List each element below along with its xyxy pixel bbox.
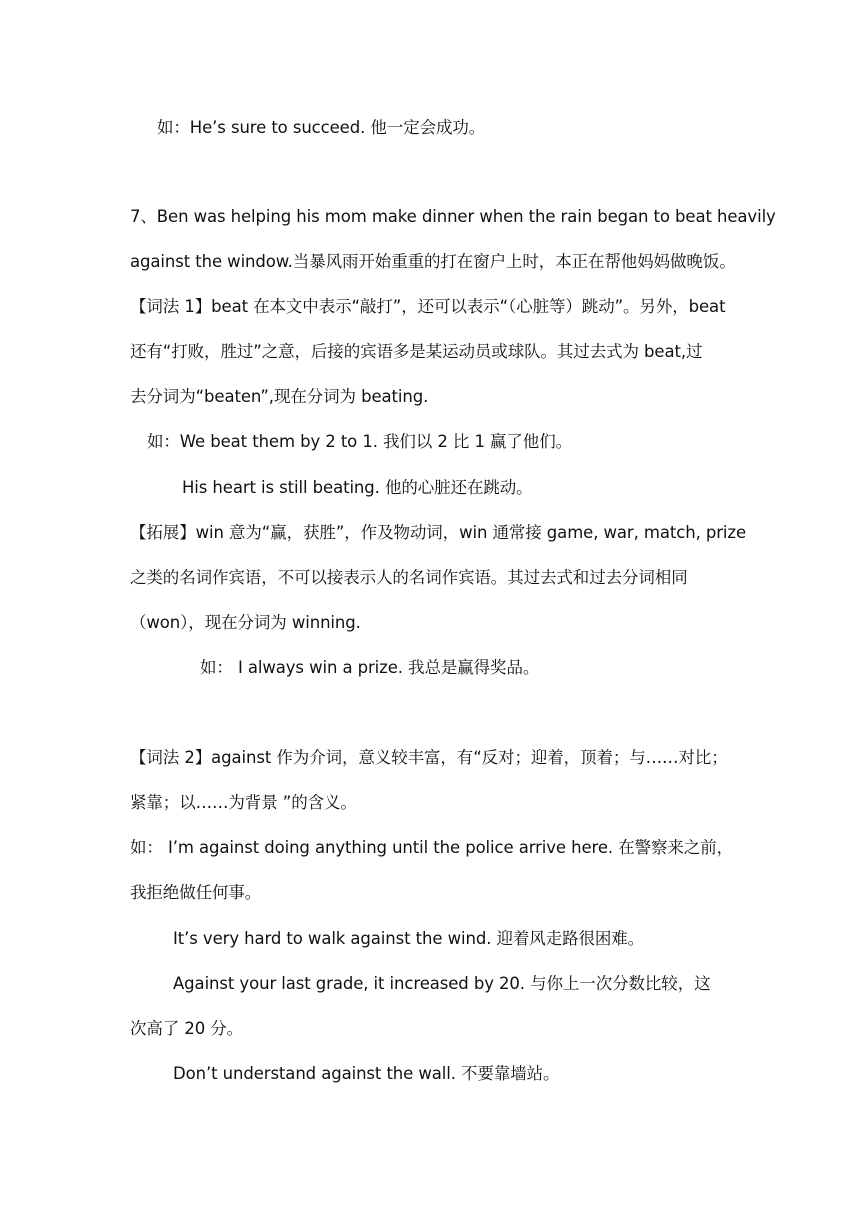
example-line: 如：We beat them by 2 to 1. 我们以 2 比 1 赢了他们。 <box>147 432 572 451</box>
sentence-7-line-1: 7、Ben was helping his mom make dinner when the rain began to beat heavily <box>130 207 776 226</box>
vocab-2-line-2: 紧靠；以……为背景 ”的含义。 <box>130 793 357 812</box>
sentence-7-line-2: against the window.当暴风雨开始重重的打在窗户上时，本正在帮他妈妈做晚饭。 <box>130 252 736 271</box>
vocab-2-line-1: 【词法 2】against 作为介词，意义较丰富，有“反对；迎着，顶着；与……对比； <box>130 748 728 767</box>
vocab-1-line-2: 还有“打败，胜过”之意，后接的宾语多是某运动员或球队。其过去式为 beat,过 <box>130 342 703 361</box>
extension-line-2: 之类的名词作宾语，不可以接表示人的名词作宾语。其过去式和过去分词相同 <box>130 568 688 587</box>
example-line: 如： I’m against doing anything until the police arrive here. 在警察来之前， <box>130 838 734 857</box>
example-line: Against your last grade, it increased by 20. 与你上一次分数比较，这 <box>173 974 711 993</box>
example-line: 如：He’s sure to succeed. 他一定会成功。 <box>157 118 486 137</box>
example-line: Don’t understand against the wall. 不要靠墙站。 <box>173 1064 560 1083</box>
extension-line-3: （won），现在分词为 winning. <box>130 613 361 632</box>
vocab-1-line-1: 【词法 1】beat 在本文中表示“敲打”，还可以表示“（心脏等）跳动”。另外，beat <box>130 297 726 316</box>
example-line: 我拒绝做任何事。 <box>130 883 262 902</box>
extension-line-1: 【拓展】win 意为“赢，获胜”，作及物动词，win 通常接 game, war, match, prize <box>130 523 747 542</box>
example-line: His heart is still beating. 他的心脏还在跳动。 <box>182 478 533 497</box>
example-line: 如： I always win a prize. 我总是赢得奖品。 <box>200 658 540 677</box>
vocab-1-line-3: 去分词为“beaten”,现在分词为 beating. <box>130 387 429 406</box>
example-line: 次高了 20 分。 <box>130 1019 244 1038</box>
example-line: It’s very hard to walk against the wind. 迎着风走路很困难。 <box>173 929 645 948</box>
